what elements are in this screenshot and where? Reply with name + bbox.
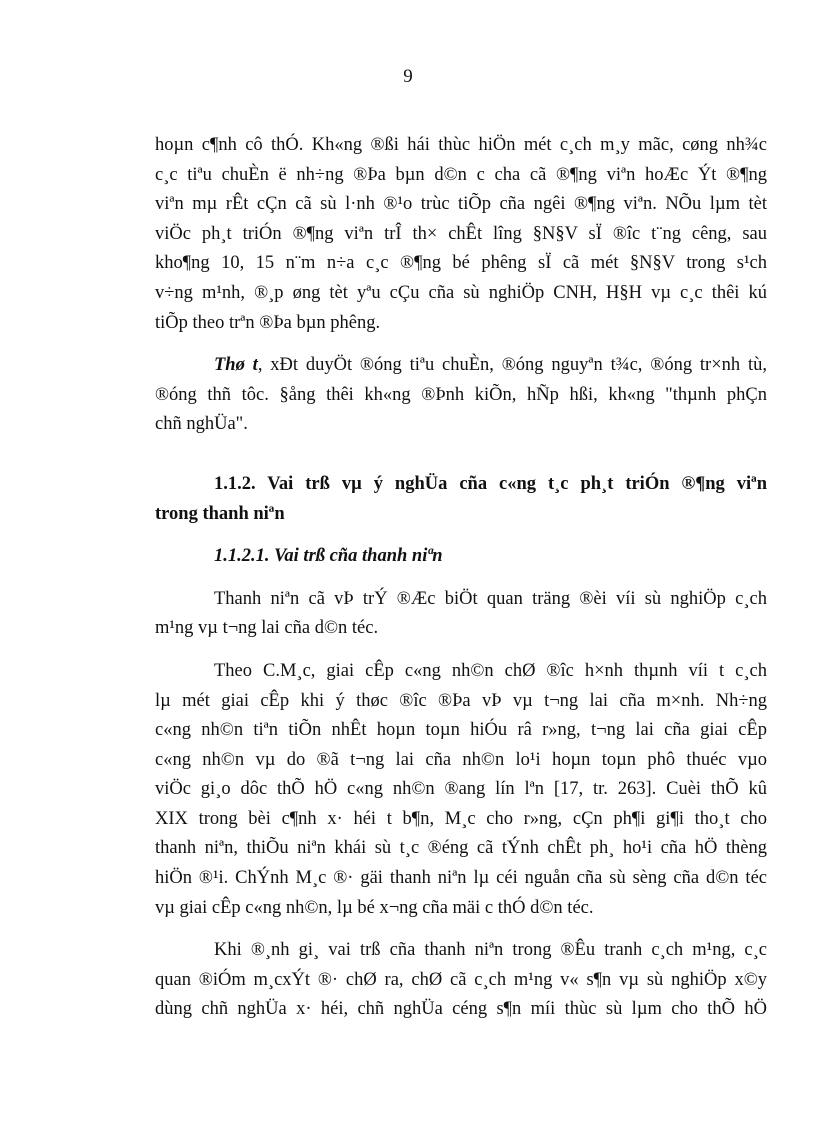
text-line: dùng chñ nghÜa x· héi, chñ nghÜa céng s¶n míi thùc sù lµm cho thÕ hÖ	[155, 999, 767, 1020]
page-number: 9	[403, 66, 413, 87]
text-line: XIX trong bèi c¶nh x· héi t b¶n, M¸c cho r»ng, cÇn ph¶i gi¶i tho¸t cho	[155, 808, 767, 829]
text-line: hoµn c¶nh cô thÓ. Kh«ng ®ßi hái thùc hiÖn mét c¸ch m¸y mãc, cøng nh¾c	[155, 135, 767, 155]
text-line: m¹ng vµ t¬ng lai cña d©n téc.	[155, 618, 379, 639]
subsection-heading	[155, 542, 767, 572]
text-line: c«ng nh©n vµ do ®ã t¬ng lai cña nh©n lo¹i hoµn toµn phô thuéc vµo	[155, 749, 767, 770]
text-line: chñ nghÜa".	[155, 414, 248, 435]
text-line: viÖc gi¸o dôc thÕ hÖ c«ng nh©n ®ang lín lªn [17, tr. 263]. Cuèi thÕ kû	[155, 779, 767, 800]
text-line: Theo C.M¸c, giai cÊp c«ng nh©n chØ ®îc h×nh thµnh víi t c¸ch	[214, 660, 767, 681]
text-line: lµ mét giai cÊp khi ý thøc ®îc ®Þa vÞ vµ t¬ng lai cña m×nh. Nh÷ng	[155, 690, 767, 711]
text-line: tiÕp theo trªn ®Þa bµn phêng.	[155, 312, 381, 333]
page-body	[155, 131, 767, 1025]
paragraph-1	[155, 131, 767, 338]
section-heading	[155, 470, 767, 529]
text-line: c¸c tiªu chuÈn ë nh÷ng ®Þa bµn d©n c cha cã ®¶ng viªn hoÆc Ýt ®¶ng	[155, 164, 767, 185]
text-line: kho¶ng 10, 15 n¨m n÷a c¸c ®¶ng bé phêng sÏ cã mét §N§V trong s¹ch	[155, 253, 767, 274]
text-line: vµ giai cÊp c«ng nh©n, lµ bé x¬ng cña mäi c thÓ d©n téc.	[155, 897, 594, 918]
text-line: quan ®iÓm m¸cxÝt ®· chØ ra, chØ cã c¸ch m¹ng v« s¶n vµ sù nghiÖp x©y	[155, 969, 767, 990]
text-line: ®óng thñ tôc. §ång thêi kh«ng ®Þnh kiÕn, hÑp hßi, kh«ng "thµnh phÇn	[155, 384, 767, 405]
text-line: hiÖn ®¹i. ChÝnh M¸c ®· gäi thanh niªn lµ céi nguån cña sù sèng cña d©n téc	[155, 868, 767, 889]
heading-line: 1.1.2.1. Vai trß cña thanh niªn	[214, 546, 443, 567]
text-line: viÖc ph¸t triÓn ®¶ng viªn trÎ th× chÊt lîng §N§V sÏ ®îc t¨ng cêng, sau	[155, 223, 767, 244]
text-line: Thø t, xÐt duyÖt ®óng tiªu chuÈn, ®óng nguyªn t¾c, ®óng tr×nh tù,	[214, 355, 767, 376]
heading-line: trong thanh niªn	[155, 503, 285, 524]
text-line: Khi ®¸nh gi¸ vai trß cña thanh niªn trong ®Êu tranh c¸ch m¹ng, c¸c	[214, 940, 767, 961]
text-line: c«ng nh©n tiªn tiÕn nhÊt hoµn toµn hiÓu râ r»ng, t¬ng lai cña giai cÊp	[155, 720, 767, 741]
paragraph-lead: Thø t	[214, 355, 258, 376]
text-line: viªn mµ rÊt cÇn cã sù l·nh ®¹o trùc tiÕp cña ngêi ®¶ng viªn. NÕu lµm tèt	[155, 194, 767, 215]
text-line: v÷ng m¹nh, ®¸p øng tèt yªu cÇu cña sù nghiÖp CNH, H§H vµ c¸c thêi kú	[155, 282, 767, 303]
paragraph-5	[155, 936, 767, 1025]
paragraph-4	[155, 657, 767, 923]
paragraph-3	[155, 585, 767, 644]
paragraph-2	[155, 351, 767, 440]
text-line: thanh niªn, thiÕu niªn khái sù t¸c ®éng cã tÝnh chÊt ph¸ ho¹i cña hÖ thèng	[155, 838, 767, 859]
heading-line: 1.1.2. Vai trß vµ ý nghÜa cña c«ng t¸c ph¸t triÓn ®¶ng viªn	[214, 473, 767, 494]
text-line: Thanh niªn cã vÞ trÝ ®Æc biÖt quan träng ®èi víi sù nghiÖp c¸ch	[214, 588, 767, 609]
